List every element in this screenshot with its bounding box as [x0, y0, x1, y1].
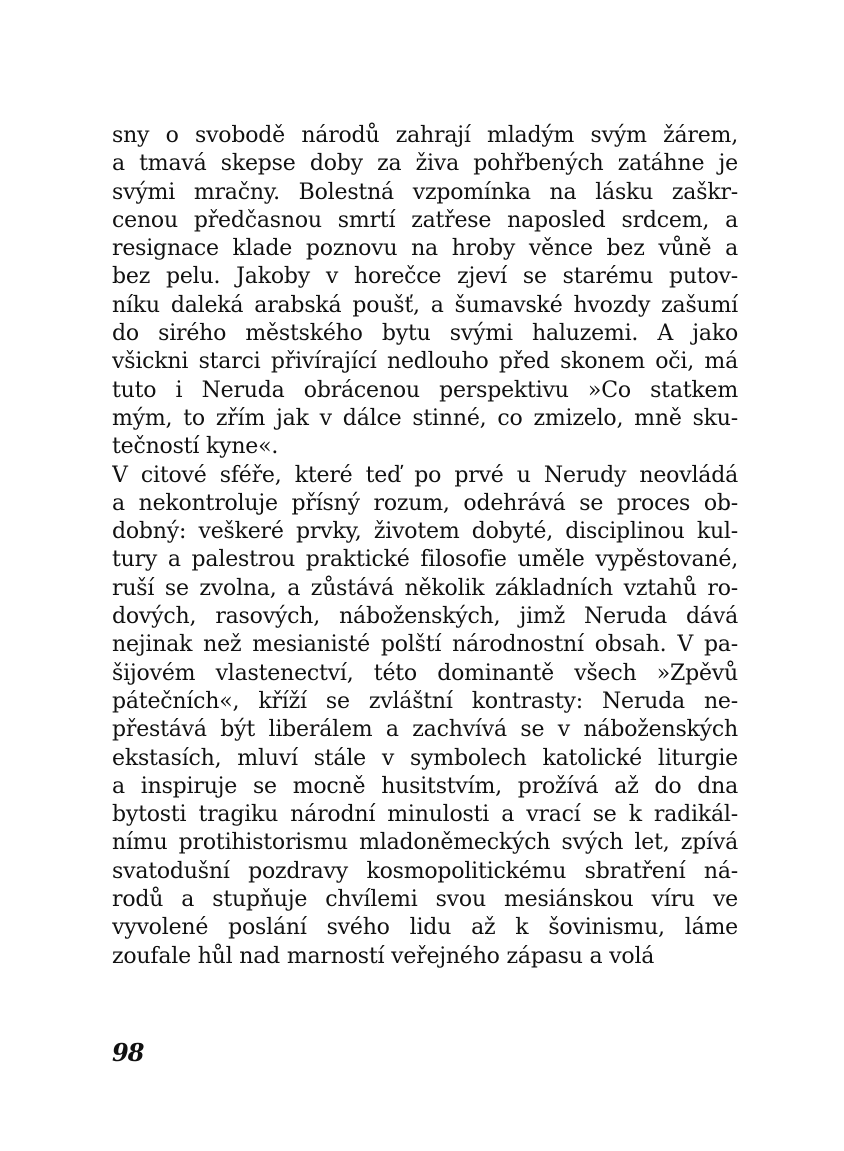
text-line: bytosti tragiku národní minulosti a vrací se k radikál-: [112, 802, 738, 828]
text-line: do sirého městského bytu svými haluzemi. A jako: [112, 321, 738, 347]
text-line: dobný: veškeré prvky, životem dobyté, disciplinou kul-: [112, 519, 738, 545]
text-line: bez pelu. Jakoby v horečce zjeví se starému putov-: [112, 264, 738, 290]
paragraph: [112, 122, 738, 462]
text-line: vyvolené poslání svého lidu až k šovinismu, láme: [112, 915, 738, 941]
text-line: všickni starci přivírající nedlouho před skonem oči, má: [112, 349, 738, 375]
text-line: a tmavá skepse doby za živa pohřbených zatáhne je: [112, 151, 738, 177]
text-line: dových, rasových, náboženských, jimž Neruda dává: [112, 604, 738, 630]
text-line: níku daleká arabská poušť, a šumavské hvozdy zašumí: [112, 292, 738, 318]
text-line: tury a palestrou praktické filosofie uměle vypěstované,: [112, 547, 738, 573]
text-line: cenou předčasnou smrtí zatřese naposled srdcem, a: [112, 207, 738, 233]
text-line: šijovém vlastenectví, této dominantě všech »Zpěvů: [112, 660, 738, 686]
text-line: rodů a stupňuje chvílemi svou mesiánskou víru ve: [112, 887, 738, 913]
page-number: 98: [112, 1038, 144, 1067]
text-line: svatodušní pozdravy kosmopolitickému sbratření ná-: [112, 858, 738, 884]
text-line: sny o svobodě národů zahrají mladým svým žárem,: [112, 123, 738, 148]
text-line: a nekontroluje přísný rozum, odehrává se proces ob-: [112, 490, 738, 516]
text-line: nímu protihistorismu mladoněmeckých svých let, zpívá: [112, 830, 738, 856]
text-line: tuto i Neruda obrácenou perspektivu »Co statkem: [112, 377, 738, 403]
text-line: a inspiruje se mocně husitstvím, prožívá až do dna: [112, 773, 738, 799]
text-line: resignace klade poznovu na hroby věnce bez vůně a: [112, 236, 738, 262]
text-line: zoufale hůl nad marností veřejného zápasu a volá: [112, 943, 655, 969]
text-line: tečností kyne«.: [112, 434, 279, 460]
text-line: přestává být liberálem a zachvívá se v náboženských: [112, 717, 738, 743]
text-line: V citové sféře, které teď po prvé u Nerudy neovládá: [112, 462, 738, 488]
text-line: svými mračny. Bolestná vzpomínka na lásku zaškr-: [112, 179, 738, 205]
text-line: pátečních«, kříží se zvláštní kontrasty: Neruda ne-: [112, 688, 738, 714]
text-line: mým, to zřím jak v dálce stinné, co zmizelo, mně sku-: [112, 405, 738, 431]
text-line: nejinak než mesianisté polští národnostní obsah. V pa-: [112, 632, 738, 658]
text-line: ruší se zvolna, a zůstává několik základních vztahů ro-: [112, 575, 738, 601]
paragraph: [112, 462, 738, 971]
text-line: ekstasích, mluví stále v symbolech katolické liturgie: [112, 745, 738, 771]
body-text: [112, 122, 738, 971]
